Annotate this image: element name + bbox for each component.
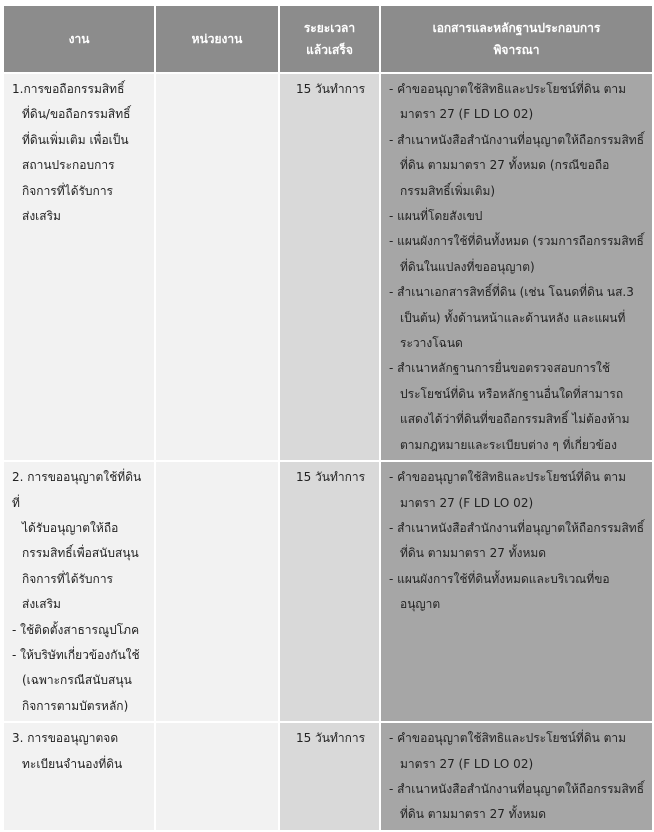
doc-item: - แผนที่โดยสังเขป (389, 209, 483, 224)
task-line: กรรมสิทธิ์เพื่อสนับสนุน (22, 546, 139, 561)
doc-item: - คำขออนุญาตใช้สิทธิและประโยชน์ที่ดิน ตามมาตรา 27 (F LD LO 02) (389, 731, 627, 771)
unit-cell (155, 461, 279, 722)
task-line: ทะเบียนจำนองที่ดิน (22, 756, 123, 771)
task-line: กิจการที่ได้รับการ (22, 571, 113, 586)
time-cell: 15 วันทำการ (279, 73, 380, 461)
doc-item: - สำเนาเอกสารสิทธิ์ที่ดิน (เช่น โฉนดที่ดิน นส.3 เป็นต้น) ทั้งด้านหน้าและด้านหลัง และแผนที่ระวางโฉนด (389, 285, 634, 351)
task-line: ส่งเสริม (22, 597, 61, 612)
unit-cell (155, 722, 279, 831)
table-row (3, 461, 653, 722)
task-line: ส่งเสริม (22, 209, 61, 224)
task-line: ที่ดินเพิ่มเติม เพื่อเป็น (22, 132, 129, 147)
task-line: กิจการที่ได้รับการ (22, 183, 113, 198)
unit-cell (155, 73, 279, 461)
task-cell (3, 461, 155, 722)
header-time-line-2: แล้วเสร็จ (306, 43, 353, 57)
task-cell (3, 722, 155, 831)
time-cell: 15 วันทำการ (279, 461, 380, 722)
task-line: ได้รับอนุญาตให้ถือ (22, 520, 119, 535)
procedure-table (2, 4, 654, 832)
doc-item: - คำขออนุญาตใช้สิทธิและประโยชน์ที่ดิน ตามมาตรา 27 (F LD LO 02) (389, 470, 627, 510)
doc-item: - สำเนาหนังสือสำนักงานที่อนุญาตให้ถือกรรมสิทธิ์ที่ดิน ตามมาตรา 27 ทั้งหมด (389, 520, 645, 561)
task-line: (เฉพาะกรณีสนับสนุน (22, 673, 132, 688)
table-row (3, 73, 653, 461)
header-docs-line-1: เอกสารและหลักฐานประกอบการ (432, 21, 601, 35)
header-task (3, 5, 155, 73)
doc-item: - สำเนาหนังสือสำนักงานที่อนุญาตให้ถือกรรมสิทธิ์ที่ดิน ตามมาตรา 27 ทั้งหมด (389, 781, 645, 822)
table-row (3, 722, 653, 831)
header-task-label: งาน (68, 32, 90, 46)
task-line: 3. การขออนุญาตจด (12, 731, 119, 746)
header-time-line-1: ระยะเวลา (303, 21, 356, 35)
task-line: 2. การขออนุญาตใช้ที่ดินที่ (12, 470, 142, 510)
header-unit-label: หน่วยงาน (191, 32, 243, 46)
task-line: สถานประกอบการ (22, 158, 115, 173)
time-cell: 15 วันทำการ (279, 722, 380, 831)
doc-item: - แผนผังการใช้ที่ดินทั้งหมด (รวมการถือกรรมสิทธิ์ที่ดินในแปลงที่ขออนุญาต) (389, 234, 644, 274)
doc-item: - แผนผังการใช้ที่ดินทั้งหมดและบริเวณที่ขออนุญาต (389, 571, 610, 612)
table-header-row (3, 5, 653, 73)
doc-item: - สำเนาหนังสือสำนักงานที่อนุญาตให้ถือกรรมสิทธิ์ที่ดิน ตามมาตรา 27 ทั้งหมด (กรณีขอถือกรรมสิทธิ์เพิ่มเติม) (389, 132, 645, 198)
header-docs-line-2: พิจารณา (493, 43, 540, 57)
doc-item: - สำเนาหลักฐานการยื่นขอตรวจสอบการใช้ประโยชน์ที่ดิน หรือหลักฐานอื่นใดที่สามารถแสดงได้ว่าที่ดินที่ขอถือกรรมสิทธิ์ ไม่ต้องห้ามตามกฎหมายและระเบียบต่าง ๆ ที่เกี่ยวข้อง (389, 361, 630, 452)
task-line: - ให้บริษัทเกี่ยวข้องกันใช้ (12, 647, 140, 662)
task-line: ที่ดิน/ขอถือกรรมสิทธิ์ (22, 107, 131, 122)
docs-cell (380, 722, 653, 831)
doc-item: - คำขออนุญาตใช้สิทธิและประโยชน์ที่ดิน ตามมาตรา 27 (F LD LO 02) (389, 82, 627, 122)
task-cell (3, 73, 155, 461)
task-line: กิจการตามบัตรหลัก) (22, 698, 129, 713)
header-time (279, 5, 380, 73)
header-docs (380, 5, 653, 73)
docs-cell (380, 73, 653, 461)
docs-cell (380, 461, 653, 722)
header-unit (155, 5, 279, 73)
task-line: - ใช้ติดตั้งสาธารณูปโภค (12, 622, 140, 637)
task-line: 1.การขอถือกรรมสิทธิ์ (12, 82, 125, 96)
